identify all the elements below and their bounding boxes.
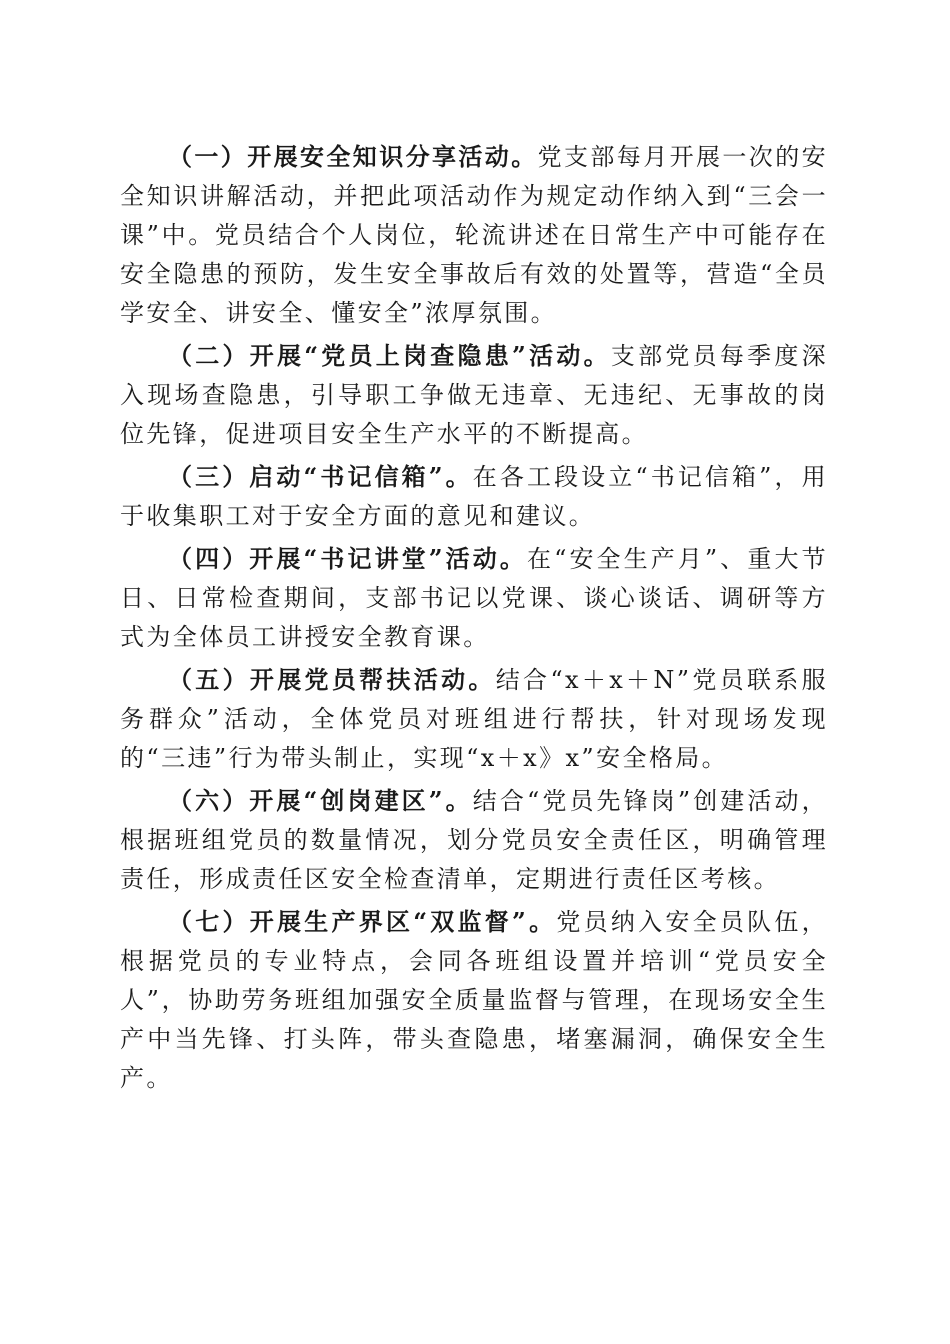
paragraph-heading: （三）启动“书记信箱”。 bbox=[168, 462, 473, 491]
paragraph-heading: （五）开展党员帮扶活动。 bbox=[168, 665, 496, 694]
paragraph-body: 结合“党员先锋岗”创建活动，根据班组党员的数量情况，划分党员安全责任区，明确管理责任，形成责任区安全检查清单，定期进行责任区考核。 bbox=[120, 787, 828, 893]
paragraph-7 bbox=[120, 902, 828, 1098]
document-page bbox=[120, 137, 828, 1101]
paragraph-4 bbox=[120, 539, 828, 657]
paragraph-5 bbox=[120, 660, 828, 778]
paragraph-heading: （七）开展生产界区“双监督”。 bbox=[168, 907, 557, 936]
paragraph-body: 党员纳入安全员队伍，根据党员的专业特点，会同各班组设置并培训“党员安全人”，协助劳务班组加强安全质量监督与管理，在现场安全生产中当先锋、打头阵，带头查隐患，堵塞漏洞，确保安全生产。 bbox=[120, 908, 829, 1092]
paragraph-1 bbox=[120, 137, 828, 333]
paragraph-heading: （四）开展“书记讲堂”活动。 bbox=[168, 544, 527, 573]
paragraph-2 bbox=[120, 336, 828, 454]
paragraph-body: 支部党员每季度深入现场查隐患，引导职工争做无违章、无违纪、无事故的岗位先锋，促进项目安全生产水平的不断提高。 bbox=[120, 342, 828, 448]
paragraph-body: 在各工段设立“书记信箱”，用于收集职工对于安全方面的意见和建议。 bbox=[120, 463, 828, 530]
paragraph-heading: （六）开展“创岗建区”。 bbox=[168, 786, 473, 815]
paragraph-heading: （一）开展安全知识分享活动。 bbox=[168, 142, 538, 171]
paragraph-body: 在“安全生产月”、重大节日、日常检查期间，支部书记以党课、谈心谈话、调研等方式为全体员工讲授安全教育课。 bbox=[120, 545, 828, 651]
paragraph-heading: （二）开展“党员上岗查隐患”活动。 bbox=[168, 341, 611, 370]
paragraph-3 bbox=[120, 457, 828, 536]
paragraph-body: 结合“x＋x＋N”党员联系服务群众”活动，全体党员对班组进行帮扶，针对现场发现的“三违”行为带头制止，实现“x＋x》x”安全格局。 bbox=[120, 666, 828, 772]
paragraph-6 bbox=[120, 781, 828, 899]
paragraph-body: 党支部每月开展一次的安全知识讲解活动，并把此项活动作为规定动作纳入到“三会一课”中。党员结合个人岗位，轮流讲述在日常生产中可能存在安全隐患的预防，发生安全事故后有效的处置等，营造“全员学安全、讲安全、懂安全”浓厚氛围。 bbox=[120, 143, 829, 327]
